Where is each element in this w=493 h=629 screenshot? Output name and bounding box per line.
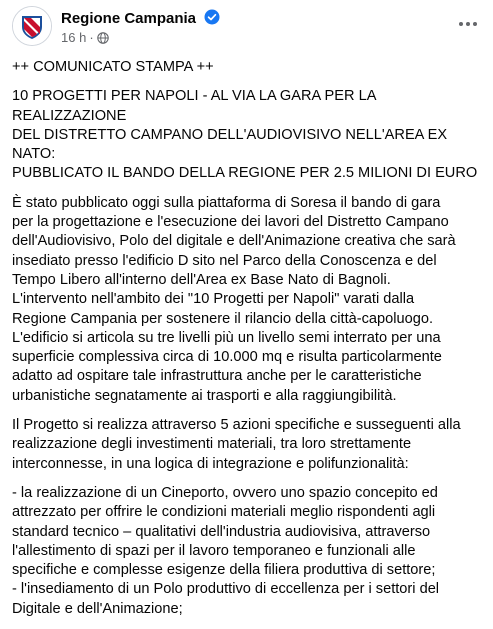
press-release-heading: ++ COMUNICATO STAMPA ++: [12, 59, 214, 75]
page-name-label[interactable]: Regione Campania: [61, 10, 197, 27]
regione-campania-logo-icon: [13, 7, 51, 45]
globe-icon[interactable]: [97, 32, 109, 44]
post-meta: [61, 30, 109, 45]
post-title: 10 PROGETTI PER NAPOLI - AL VIA LA GARA PER LA REALIZZAZIONE DEL DISTRETTO CAMPANO DELL'AUDIOVISIVO NELL'AREA EX NATO: PUBBLICATO IL BANDO DELLA REGIONE PER 2.5 MILIONI DI EURO: [12, 88, 478, 182]
post-timestamp[interactable]: 16 h: [61, 30, 87, 45]
more-options-button[interactable]: [454, 14, 482, 34]
page-name[interactable]: [61, 9, 220, 27]
post-header: [12, 6, 482, 50]
page-avatar[interactable]: [12, 6, 52, 46]
meta-separator: ·: [89, 30, 94, 45]
post-body: [12, 58, 484, 629]
verified-badge-icon: [204, 9, 220, 25]
post-paragraph-intro: È stato pubblicato oggi sulla piattaforma di Soresa il bando di gara per la progettazione e l'esecuzione dei lavori del Distretto Campano dell'Audiovisivo, Polo del digitale e dell'Animazione creativa che sarà insediato presso l'edificio D sito nel Parco della Conoscenza e del Tempo Libero all'interno dell'Area ex Base Nato di Bagnoli. L'intervento nell'ambito dei "10 Progetti per Napoli" varati dalla Regione Campania per sostenere il rilancio della città-capoluogo. L'edificio si articola su tre livelli più un livello semi interrato per una superficie complessiva circa di 10.000 mq e risulta particolarmente adatto ad ospitare tale infrastruttura anche per le caratteristiche urbanistiche segnatamente ai trasporti e alla raggiungibilità.: [12, 194, 456, 404]
more-options-icon: [458, 21, 478, 27]
post-paragraph-project: Il Progetto si realizza attraverso 5 azioni specifiche e susseguenti alla realizzazione degli investimenti materiali, tra loro strettamente interconnesse, in una logica di integrazione e polifunzionalità:: [12, 417, 461, 472]
post-paragraph-list: - la realizzazione di un Cineporto, ovvero uno spazio concepito ed attrezzato per offrire le condizioni materiali meglio rispondenti agli standard tecnico – qualitativi dell'industria audiovisiva, attraverso l'allestimento di spazi per il lavoro temporaneo e funzionali alle specifiche e complesse esigenze della filiera produttiva di settore; - l'insediamento di un Polo produttivo di eccellenza per i settori del Digitale e dell'Animazione;: [12, 484, 440, 617]
